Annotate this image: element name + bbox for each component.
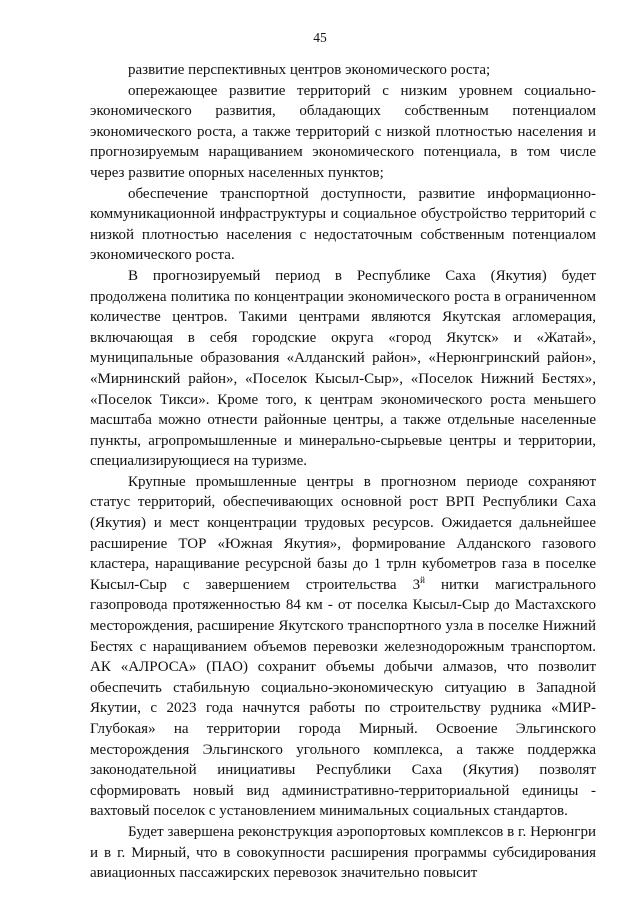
paragraph-5	[90, 472, 596, 822]
paragraph-5-text-b: нитки магистрального газопровода протяженностью 84 км - от поселка Кысыл-Сыр до Мастахского месторождения, расширение Якутского транспортного узла в поселке Нижний Бестях с наращиванием объемов перевозки железнодорожным транспортом. АК «АЛРОСА» (ПАО) сохранит объемы добычи алмазов, что позволит обеспечить стабильную социально-экономическую ситуацию в Западной Якутии, с 2023 года начнутся работы по строительству рудника «МИР-Глубокая» на территории города Мирный. Освоение Эльгинского месторождения Эльгинского угольного комплекса, а также поддержка законодательной инициативы Республики Саха (Якутия) позволят сформировать новый вид административно-территориальной единицы - вахтовый поселок с установлением минимальных социальных стандартов.	[90, 576, 596, 820]
paragraph-3: обеспечение транспортной доступности, развитие информационно-коммуникационной инфраструктуры и социальное обустройство территорий с низкой плотностью населения с недостаточным собственным потенциалом экономического роста.	[90, 185, 596, 264]
paragraph-5-text-a: Крупные промышленные центры в прогнозном периоде сохраняют статус территорий, обеспечивающих основной рост ВРП Республики Саха (Якутия) и мест концентрации трудовых ресурсов. Ожидается дальнейшее расширение ТОР «Южная Якутия», формирование Алданского газового кластера, наращивание ресурсной базы до 1 трлн кубометров газа в поселке Кысыл-Сыр с завершением строительства 3	[90, 473, 596, 593]
ordinal-superscript: й	[420, 574, 425, 585]
paragraph-1: развитие перспективных центров экономического роста;	[128, 62, 491, 78]
paragraph-2: опережающее развитие территорий с низким уровнем социально-экономического развития, обладающих собственным потенциалом экономического роста, а также территорий с низкой плотностью населения и прогнозируемым наращиванием экономического потенциала, в том числе через развитие опорных населенных пунктов;	[90, 82, 596, 181]
paragraph-4: В прогнозируемый период в Республике Саха (Якутия) будет продолжена политика по концентрации экономического роста в ограниченном количестве центров. Такими центрами являются Якутская агломерация, включающая в себя городские округа «город Якутск» и «Жатай», муниципальные образования «Алданский район», «Нерюнгринский район», «Мирнинский район», «Поселок Кысыл-Сыр», «Поселок Нижний Бестях», «Поселок Тикси». Кроме того, к центрам экономического роста меньшего масштаба можно отнести районные центры, а также отдельные населенные пункты, агропромышленные и минерально-сырьевые центры и территории, специализирующиеся на туризме.	[90, 267, 596, 470]
document-body	[90, 60, 596, 884]
page-number: 45	[313, 30, 327, 45]
paragraph-6: Будет завершена реконструкция аэропортовых комплексов в г. Нерюнгри и в г. Мирный, что в совокупности расширения программы субсидирования авиационных пассажирских перевозок значительно повысит	[90, 823, 596, 882]
